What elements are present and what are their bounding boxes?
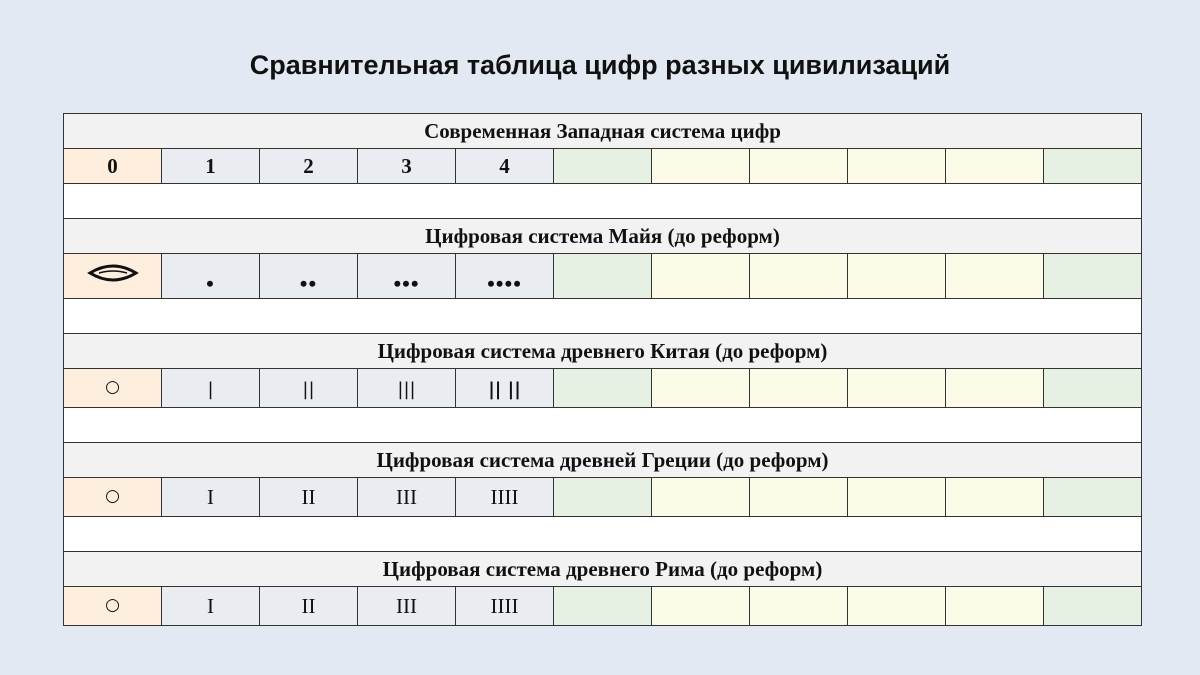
empty-cell [848,254,946,299]
zero-circle: ○ [105,594,120,615]
digit-cell-3 [358,369,456,408]
page-title: Сравнительная таблица цифр разных цивилизаций [249,50,951,80]
empty-cell [554,254,652,299]
zero-circle: ○ [105,376,120,397]
rod-numeral-4: || || [488,378,521,400]
digits-row-rome [64,587,1142,626]
empty-cell [848,369,946,408]
maya-dots-3: ••• [393,271,420,296]
zero-circle: ○ [105,485,120,506]
digit-cell-1: 1 [162,149,260,184]
section-header-greece: Цифровая система древней Греции (до реформ) [64,443,1142,478]
maya-dots-2: •• [299,271,318,296]
digit-cell-3 [358,254,456,299]
digit-cell-0 [64,478,162,517]
digits-row-greece [64,478,1142,517]
empty-cell [946,478,1044,517]
empty-cell [946,587,1044,626]
digit-cell-4 [456,254,554,299]
empty-cell [1044,587,1142,626]
digit-cell-0 [64,587,162,626]
digit-cell-1: I [162,478,260,517]
section-header-row [64,334,1142,369]
spacer-cell [64,184,1142,219]
spacer-row [64,184,1142,219]
empty-cell [652,478,750,517]
spacer-cell [64,299,1142,334]
empty-cell [554,478,652,517]
empty-cell [750,254,848,299]
empty-cell [1044,369,1142,408]
digit-cell-0 [64,369,162,408]
empty-cell [1044,254,1142,299]
section-header-row [64,443,1142,478]
spacer-row [64,408,1142,443]
empty-cell [946,369,1044,408]
shell-eye-icon [87,262,139,284]
digit-cell-4 [456,369,554,408]
empty-cell [652,149,750,184]
digit-cell-1: I [162,587,260,626]
rod-numeral-2: || [302,378,315,400]
digit-cell-3: 3 [358,149,456,184]
empty-cell [750,478,848,517]
digit-cell-0 [64,254,162,299]
digit-cell-2 [260,369,358,408]
empty-cell [848,587,946,626]
maya-dots-1: • [206,271,215,296]
digit-cell-1 [162,369,260,408]
empty-cell [848,149,946,184]
section-header-maya: Цифровая система Майя (до реформ) [64,219,1142,254]
section-header-row [64,114,1142,149]
section-header-modern: Современная Западная система цифр [64,114,1142,149]
spacer-cell [64,517,1142,552]
digit-cell-2: 2 [260,149,358,184]
spacer-row [64,517,1142,552]
empty-cell [554,369,652,408]
empty-cell [652,587,750,626]
empty-cell [946,149,1044,184]
empty-cell [652,369,750,408]
section-header-row [64,552,1142,587]
digit-cell-3: III [358,587,456,626]
empty-cell [946,254,1044,299]
digit-cell-3: III [358,478,456,517]
digit-cell-2: II [260,587,358,626]
empty-cell [750,587,848,626]
digit-cell-4: 4 [456,149,554,184]
rod-numeral-1: | [207,378,214,400]
digits-row-china [64,369,1142,408]
empty-cell [1044,149,1142,184]
digit-cell-2: II [260,478,358,517]
empty-cell [848,478,946,517]
digit-cell-0: 0 [64,149,162,184]
digits-row-maya [64,254,1142,299]
digit-cell-4: IIII [456,587,554,626]
digit-cell-4: IIII [456,478,554,517]
section-header-rome: Цифровая система древнего Рима (до реформ) [64,552,1142,587]
section-header-row [64,219,1142,254]
rod-numeral-3: ||| [397,378,416,400]
section-header-china: Цифровая система древнего Китая (до реформ) [64,334,1142,369]
empty-cell [750,369,848,408]
empty-cell [1044,478,1142,517]
spacer-cell [64,408,1142,443]
empty-cell [554,587,652,626]
empty-cell [652,254,750,299]
empty-cell [554,149,652,184]
maya-dots-4: •••• [487,271,522,296]
empty-cell [750,149,848,184]
digit-cell-1 [162,254,260,299]
numeral-comparison-table [63,113,1142,626]
spacer-row [64,299,1142,334]
digits-row-modern [64,149,1142,184]
digit-cell-2 [260,254,358,299]
